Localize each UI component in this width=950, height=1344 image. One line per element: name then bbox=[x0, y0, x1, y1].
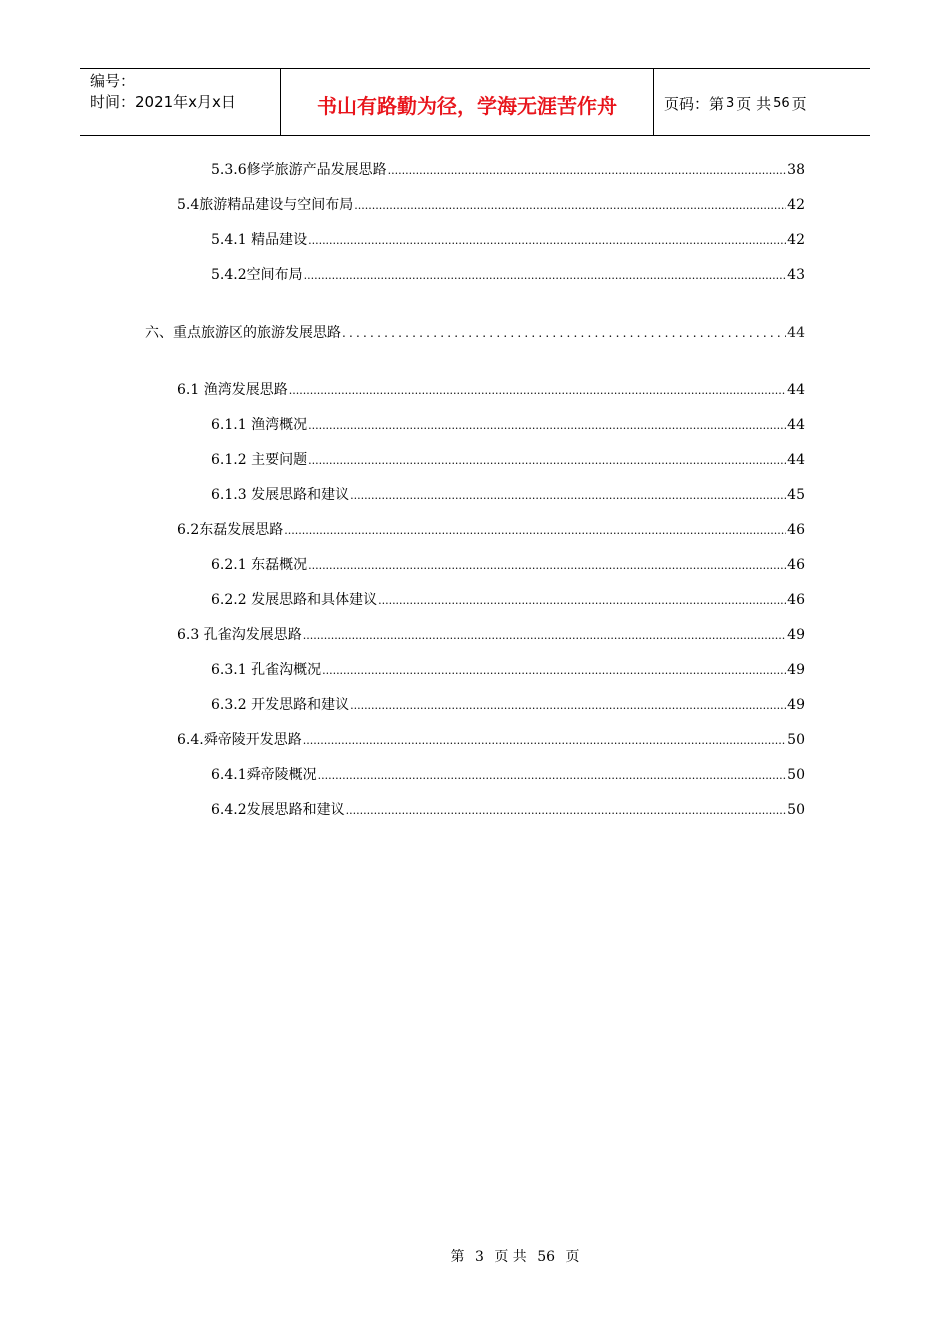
toc-leader-dots bbox=[308, 416, 786, 436]
toc-entry-title: 6.3.2 开发思路和建议 bbox=[211, 697, 350, 713]
toc-entry-title: 6.4.舜帝陵开发思路 bbox=[177, 732, 302, 748]
toc-entry-page: 49 bbox=[787, 662, 805, 678]
toc-leader-dots bbox=[350, 486, 786, 506]
header-page-total: 56 bbox=[773, 95, 790, 111]
toc-entry[interactable] bbox=[211, 485, 805, 505]
toc-entry-title: 6.3.1 孔雀沟概况 bbox=[211, 662, 322, 678]
toc-entry[interactable] bbox=[211, 800, 805, 820]
toc-entry-page: 44 bbox=[787, 325, 805, 341]
header-meta bbox=[80, 69, 281, 135]
toc-entry-page: 46 bbox=[787, 592, 805, 608]
toc-entry-page: 49 bbox=[787, 627, 805, 643]
toc-entry-title: 6.1.2 主要问题 bbox=[211, 452, 308, 468]
toc-leader-dots bbox=[346, 801, 787, 821]
toc-leader-dots bbox=[289, 381, 786, 401]
toc-entry-page: 44 bbox=[787, 452, 805, 468]
toc-entry[interactable] bbox=[211, 230, 805, 250]
toc-entry-title: 5.4.2空间布局 bbox=[211, 267, 303, 283]
toc-leader-dots bbox=[308, 556, 786, 576]
toc-leader-dots bbox=[308, 451, 786, 471]
toc-entry[interactable] bbox=[177, 380, 805, 400]
toc-leader-dots bbox=[350, 696, 786, 716]
toc-entry-title: 6.1.1 渔湾概况 bbox=[211, 417, 308, 433]
header-page-prefix: 页码：第 bbox=[664, 94, 725, 113]
toc-leader-dots bbox=[284, 521, 786, 541]
toc-entry[interactable] bbox=[211, 765, 805, 785]
toc-entry-title: 6.1 渔湾发展思路 bbox=[177, 382, 288, 398]
header-page-suffix: 页 bbox=[791, 94, 807, 113]
toc-entry-page: 50 bbox=[787, 732, 805, 748]
toc-entry[interactable] bbox=[211, 660, 805, 680]
toc-entry-title: 六、重点旅游区的旅游发展思路 bbox=[145, 325, 341, 341]
toc-entry[interactable] bbox=[211, 265, 805, 285]
toc-entry[interactable] bbox=[211, 160, 805, 180]
toc-leader-dots bbox=[304, 266, 787, 286]
toc-entry[interactable] bbox=[211, 415, 805, 435]
document-number-label: 编号： bbox=[90, 72, 136, 90]
toc-entry-page: 44 bbox=[787, 382, 805, 398]
toc-entry-title: 6.2.1 东磊概况 bbox=[211, 557, 308, 573]
header-page-current: 3 bbox=[726, 95, 735, 111]
toc-entry-page: 49 bbox=[787, 697, 805, 713]
toc-entry-page: 43 bbox=[787, 267, 805, 283]
toc-leader-dots bbox=[303, 626, 786, 646]
toc-entry-page: 50 bbox=[787, 767, 805, 783]
toc-leader-dots bbox=[342, 323, 786, 343]
toc-entry-title: 5.4.1 精品建设 bbox=[211, 232, 308, 248]
toc-leader-dots bbox=[388, 161, 787, 181]
page-header bbox=[80, 68, 870, 136]
header-page-mid: 页 共 bbox=[736, 94, 772, 113]
header-motto: 书山有路勤为径，学海无涯苦作舟 bbox=[281, 69, 654, 135]
toc-entry-page: 46 bbox=[787, 557, 805, 573]
header-page-info bbox=[654, 69, 870, 135]
toc-entry[interactable] bbox=[211, 450, 805, 470]
footer-suffix: 页 bbox=[565, 1249, 580, 1265]
toc-leader-dots bbox=[322, 661, 786, 681]
toc-entry-title: 6.1.3 发展思路和建议 bbox=[211, 487, 350, 503]
toc-leader-dots bbox=[354, 196, 786, 216]
toc-entry-page: 42 bbox=[787, 197, 805, 213]
toc-entry[interactable] bbox=[177, 730, 805, 750]
toc-entry-title: 6.2.2 发展思路和具体建议 bbox=[211, 592, 378, 608]
toc-entry-title: 6.4.1舜帝陵概况 bbox=[211, 767, 317, 783]
toc-chapter-entry[interactable] bbox=[145, 323, 805, 343]
toc-entry-page: 46 bbox=[787, 522, 805, 538]
footer-prefix: 第 bbox=[450, 1249, 465, 1265]
toc-entry-title: 6.2东磊发展思路 bbox=[177, 522, 284, 538]
footer-page-total: 56 bbox=[537, 1249, 556, 1265]
toc-entry[interactable] bbox=[177, 520, 805, 540]
toc-entry[interactable] bbox=[177, 625, 805, 645]
toc-entry-page: 42 bbox=[787, 232, 805, 248]
toc-entry-page: 38 bbox=[787, 162, 805, 178]
toc-leader-dots bbox=[378, 591, 786, 611]
document-time-label: 时间：2021年x月x日 bbox=[90, 93, 236, 111]
toc-entry-title: 5.3.6修学旅游产品发展思路 bbox=[211, 162, 387, 178]
toc-entry-page: 50 bbox=[787, 802, 805, 818]
toc-entry[interactable] bbox=[177, 195, 805, 215]
toc-leader-dots bbox=[318, 766, 787, 786]
footer-page-current: 3 bbox=[474, 1249, 484, 1265]
toc-entry-title: 6.3 孔雀沟发展思路 bbox=[177, 627, 302, 643]
toc-entry-title: 6.4.2发展思路和建议 bbox=[211, 802, 345, 818]
page-footer bbox=[40, 1246, 950, 1266]
toc-entry-page: 45 bbox=[787, 487, 805, 503]
toc-leader-dots bbox=[303, 731, 786, 751]
toc-entry-page: 44 bbox=[787, 417, 805, 433]
footer-mid: 页 共 bbox=[494, 1249, 527, 1265]
toc-entry-title: 5.4旅游精品建设与空间布局 bbox=[177, 197, 354, 213]
toc-leader-dots bbox=[308, 231, 786, 251]
toc-entry[interactable] bbox=[211, 555, 805, 575]
toc-entry[interactable] bbox=[211, 695, 805, 715]
toc-entry[interactable] bbox=[211, 590, 805, 610]
